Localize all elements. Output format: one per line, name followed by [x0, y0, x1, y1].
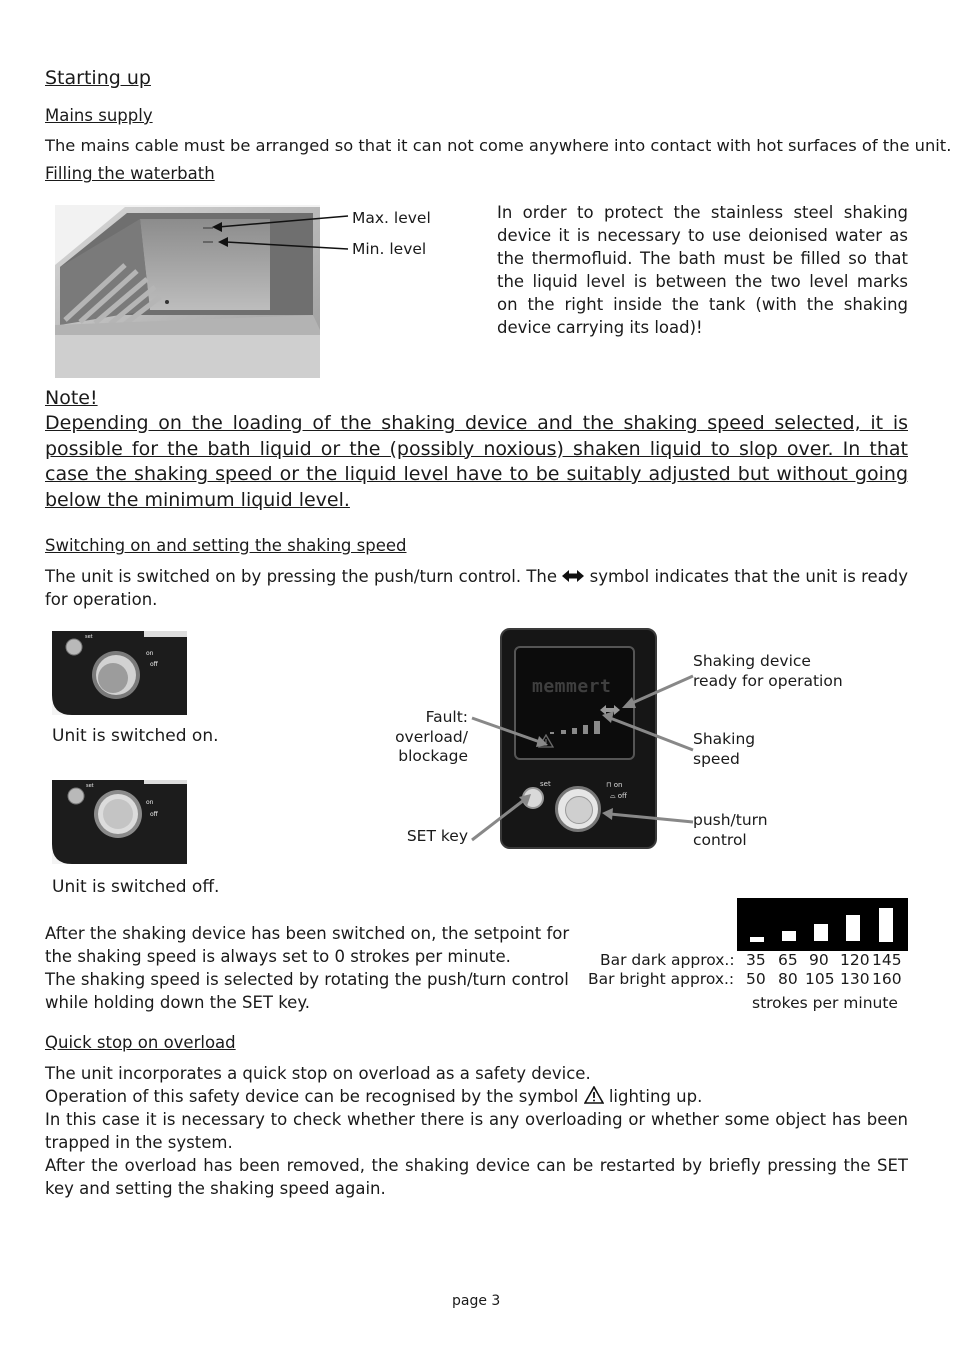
strokes-unit-label: strokes per minute: [752, 994, 898, 1012]
svg-text:on: on: [146, 650, 154, 657]
level-callout-lines: [200, 205, 360, 265]
filling-heading: Filling the waterbath: [45, 164, 215, 183]
switching-text: The unit is switched on by pressing the push/turn control. The symbol indicates that the unit is ready for operation.: [45, 567, 908, 609]
bright-value-4: 130: [840, 970, 870, 988]
warning-triangle-icon: [584, 1086, 604, 1104]
speed-bar-display: [737, 898, 908, 951]
callout-ready: Shaking device ready for operation: [693, 652, 843, 690]
note-text: Depending on the loading of the shaking device and the shaking speed selected, it is possible for the bath liquid or the (possibly noxious) shaken liquid to slop over. In that case the shaking speed or the liquid level have to be suitably adjusted but without going below the minimum liquid level.: [45, 412, 908, 511]
off-label: ⌓ off: [610, 792, 627, 800]
min-level-label: Min. level: [352, 240, 427, 258]
bright-value-5: 160: [872, 970, 902, 988]
select-speed-text: The shaking speed is selected by rotating the push/turn control while holding down the SET key.: [45, 970, 569, 1012]
bar-dark-label: Bar dark approx.:: [600, 951, 735, 969]
quickstop-line-2: Operation of this safety device can be recognised by the symbol lighting up.: [45, 1087, 703, 1106]
section-title: Starting up: [45, 67, 151, 89]
knob-photo-off: [52, 780, 187, 864]
dark-value-2: 65: [778, 951, 798, 969]
brand-logo: memmert: [532, 676, 612, 697]
double-arrow-icon: [562, 569, 584, 583]
svg-text:off: off: [150, 811, 158, 818]
bright-value-1: 50: [746, 970, 766, 988]
caption-switched-off: Unit is switched off.: [52, 877, 220, 897]
knob-photo-on: [52, 631, 187, 715]
set-label: set: [540, 780, 551, 788]
svg-text:off: off: [150, 661, 158, 668]
callout-set-key: SET key: [406, 827, 468, 845]
filling-text: In order to protect the stainless steel shaking device it is necessary to use deionised water as the thermofluid. The bath must be filled so that the liquid level is between the two level marks on the right inside the tank (with the shaking device carrying its load)!: [497, 203, 908, 337]
svg-text:on: on: [146, 799, 154, 806]
callout-speed: Shaking speed: [693, 730, 756, 768]
mains-heading: Mains supply: [45, 106, 153, 125]
svg-text:set: set: [85, 634, 93, 640]
bar-bright-label: Bar bright approx.:: [588, 970, 735, 988]
bright-value-3: 105: [805, 970, 835, 988]
callout-push-turn: push/turn control: [693, 811, 768, 849]
caption-switched-on: Unit is switched on.: [52, 726, 219, 746]
dark-value-5: 145: [872, 951, 902, 969]
page-number: page 3: [452, 1293, 501, 1309]
panel-callout-lines: [460, 650, 700, 860]
quickstop-line-4: After the overload has been removed, the shaking device can be restarted by briefly pressing the SET key and setting the shaking speed again.: [45, 1156, 908, 1198]
dark-value-3: 90: [809, 951, 829, 969]
dark-value-1: 35: [746, 951, 766, 969]
mains-text: The mains cable must be arranged so that it can not come anywhere into contact with hot surfaces of the unit.: [45, 136, 952, 155]
quickstop-line-3: In this case it is necessary to check whether there is any overloading or whether some object has been trapped in the system.: [45, 1110, 908, 1152]
quickstop-heading: Quick stop on overload: [45, 1033, 236, 1052]
callout-fault: Fault: overload/ blockage: [395, 708, 468, 765]
max-level-label: Max. level: [352, 209, 431, 227]
quickstop-line-1: The unit incorporates a quick stop on overload as a safety device.: [45, 1064, 591, 1083]
svg-text:set: set: [86, 783, 94, 789]
switching-heading: Switching on and setting the shaking speed: [45, 536, 407, 555]
note-title: Note!: [45, 387, 98, 409]
bright-value-2: 80: [778, 970, 798, 988]
on-label: ⊓ on: [606, 781, 623, 789]
setpoint-text: After the shaking device has been switched on, the setpoint for the shaking speed is always set to 0 strokes per minute.: [45, 924, 570, 966]
dark-value-4: 120: [840, 951, 870, 969]
